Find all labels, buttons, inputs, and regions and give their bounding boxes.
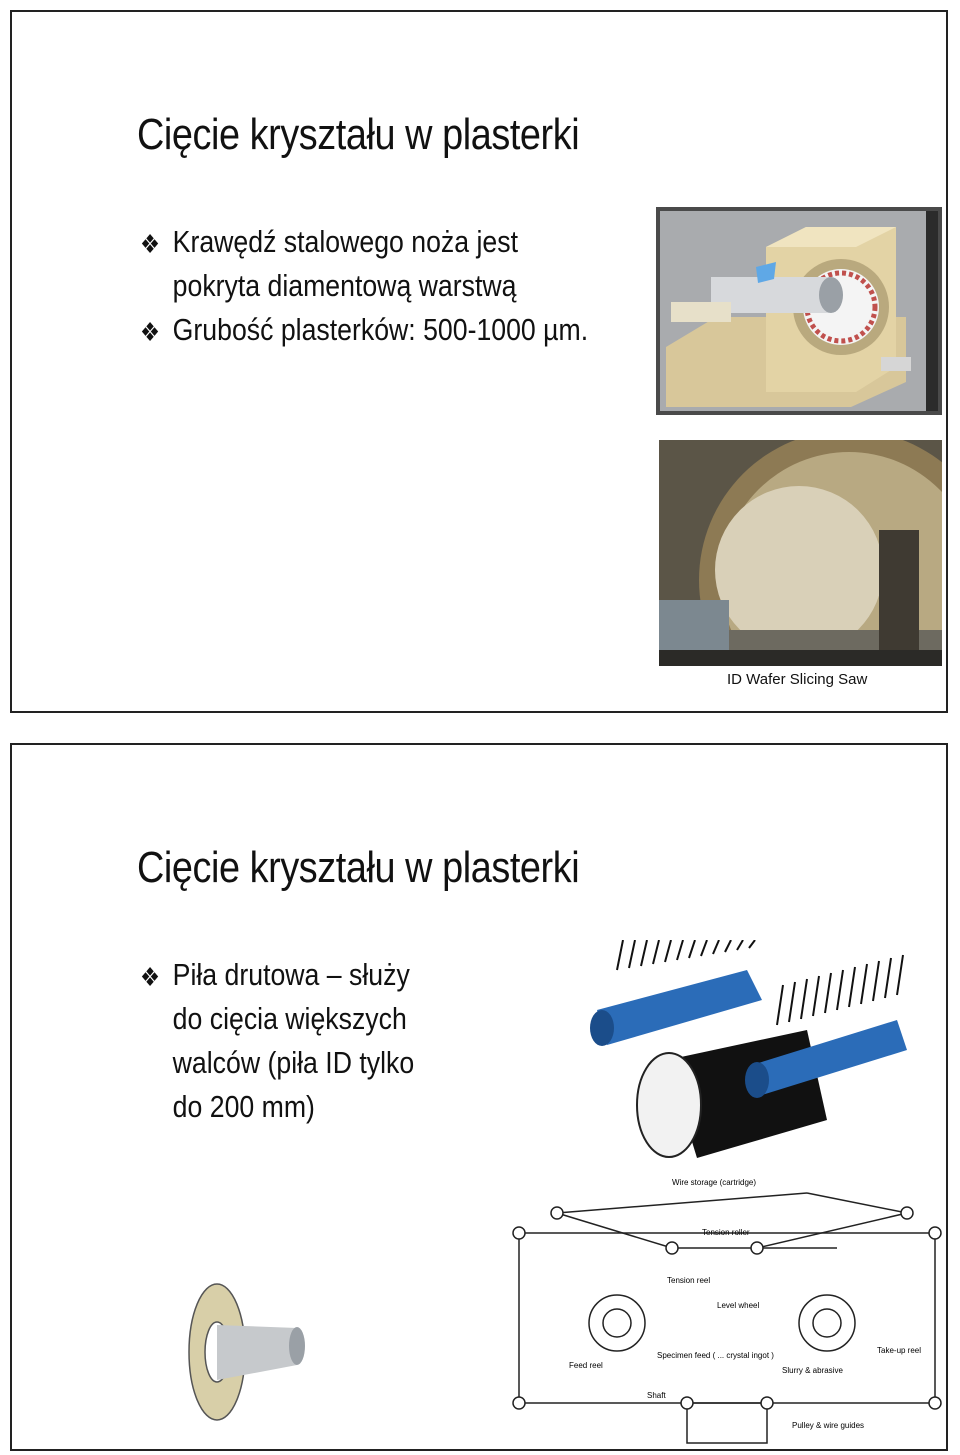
diamond-bullet-icon: ❖ bbox=[140, 317, 161, 347]
wire-saw-schematic bbox=[507, 1173, 947, 1448]
diagram-label: Shaft bbox=[647, 1391, 666, 1400]
diagram-label: Specimen feed ( ... crystal ingot ) bbox=[657, 1351, 774, 1360]
diagram-label: Tension roller bbox=[702, 1228, 750, 1237]
bullet-item bbox=[140, 220, 588, 308]
diagram-label: Pulley & wire guides bbox=[792, 1421, 865, 1430]
diagram-label: Feed reel bbox=[569, 1361, 603, 1370]
bullet-line: Grubość plasterków: 500-1000 µm. bbox=[172, 312, 589, 347]
saw-illustration bbox=[656, 207, 942, 415]
diagram-label: Take-up reel bbox=[877, 1346, 922, 1355]
diamond-bullet-icon: ❖ bbox=[140, 229, 161, 259]
diagram-label: Tension reel bbox=[667, 1276, 711, 1285]
bullet-line: do 200 mm) bbox=[172, 1089, 315, 1124]
bullet-list bbox=[140, 220, 588, 352]
slide-title: Cięcie kryształu w plasterki bbox=[137, 110, 580, 159]
id-saw-illustration bbox=[187, 1280, 307, 1425]
diagram-label: Level wheel bbox=[717, 1301, 760, 1310]
bullet-line: pokryta diamentową warstwą bbox=[172, 268, 517, 303]
bullet-list bbox=[140, 953, 414, 1129]
diamond-bullet-icon: ❖ bbox=[140, 962, 161, 992]
diagram-label: Wire storage (cartridge) bbox=[672, 1178, 757, 1187]
saw-photo bbox=[659, 440, 942, 666]
image-caption: ID Wafer Slicing Saw bbox=[727, 671, 868, 688]
bullet-item bbox=[140, 953, 414, 1129]
slide-2 bbox=[10, 743, 948, 1451]
slide-1 bbox=[10, 10, 948, 713]
slide-title: Cięcie kryształu w plasterki bbox=[137, 843, 580, 892]
bullet-line: walców (piła ID tylko bbox=[172, 1045, 415, 1080]
bullet-line: Piła drutowa – służy bbox=[172, 957, 410, 992]
bullet-item bbox=[140, 308, 588, 352]
diagram-label: Slurry & abrasive bbox=[782, 1366, 843, 1375]
bullet-line: do cięcia większych bbox=[172, 1001, 407, 1036]
bullet-line: Krawędź stalowego noża jest bbox=[172, 224, 518, 259]
wire-saw-illustration bbox=[577, 940, 917, 1170]
